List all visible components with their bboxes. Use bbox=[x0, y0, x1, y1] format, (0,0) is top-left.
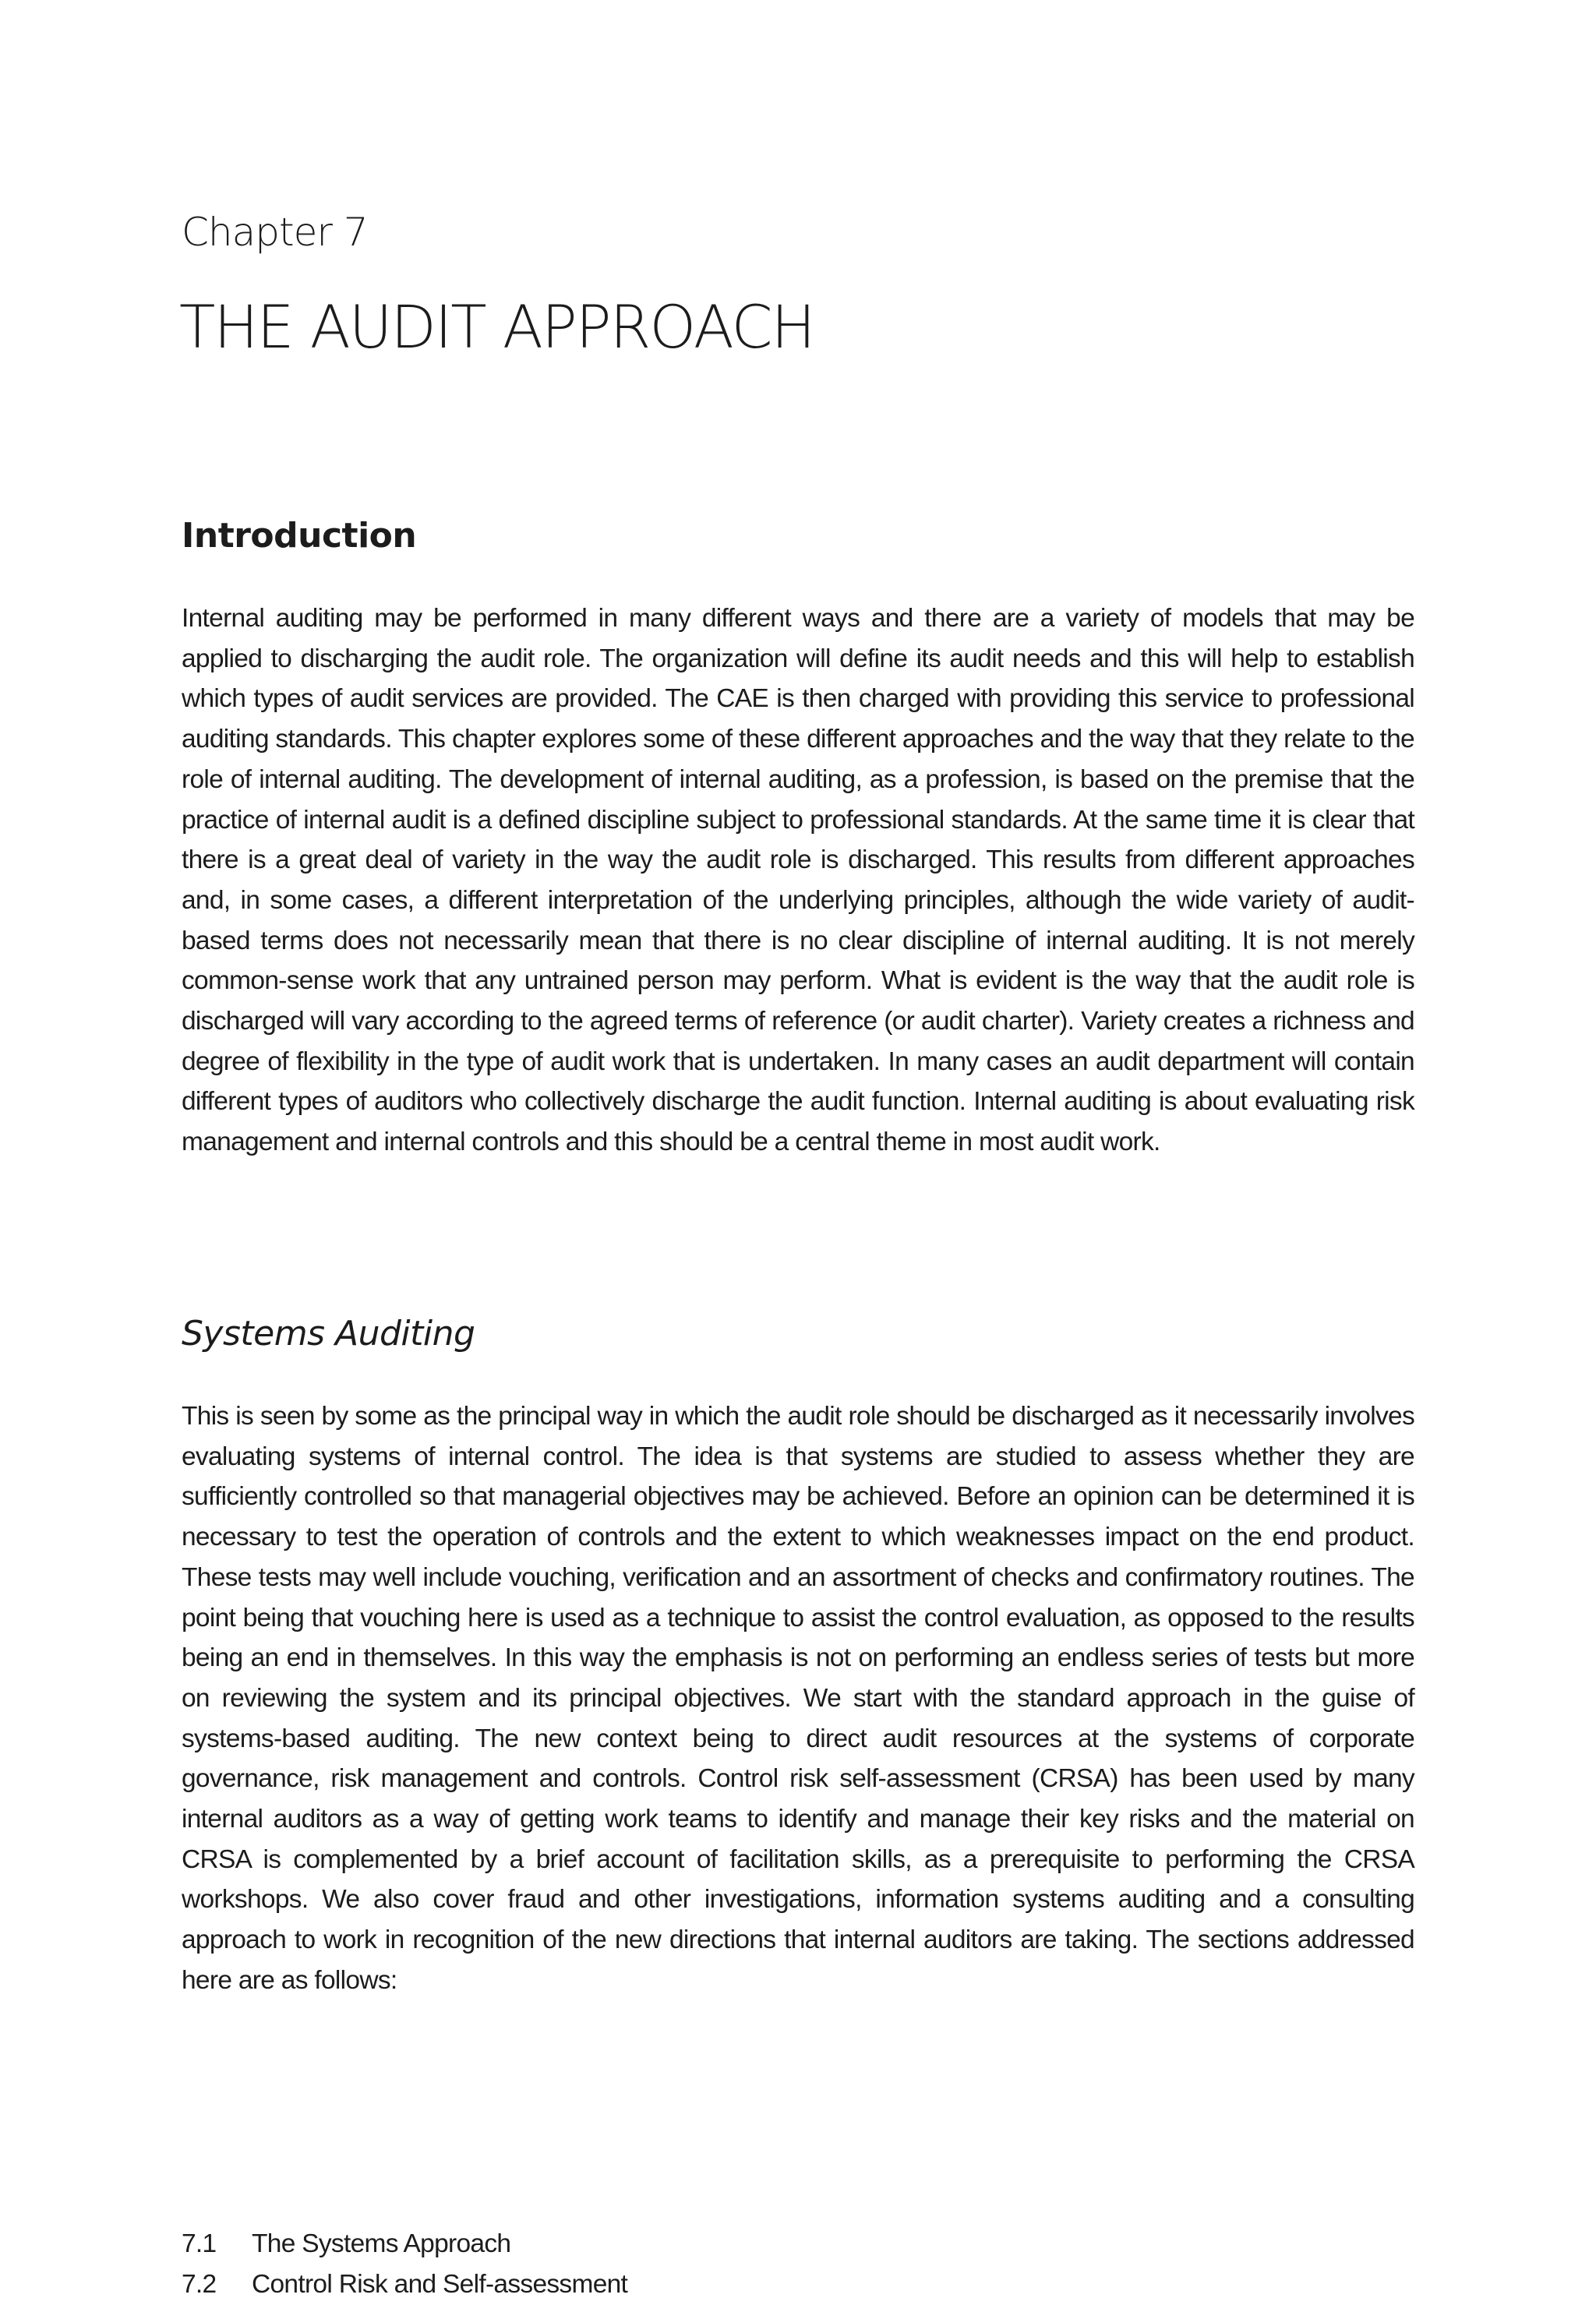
section-list-item bbox=[182, 2264, 627, 2305]
chapter-title: THE AUDIT APPROACH bbox=[179, 292, 814, 362]
section-title: The Systems Approach bbox=[252, 2229, 511, 2258]
section-list-item bbox=[182, 2224, 627, 2264]
systems-auditing-paragraph: This is seen by some as the principal way in which the audit role should be discharged as it necessarily involves evaluating systems of internal control. The idea is that systems are studied to assess whether they are sufficiently controlled so that managerial objectives may be achieved. Before an opinion can be determined it is necessary to test the operation of controls and the extent to which weaknesses impact on the end product. These tests may well include vouching, verification and an assortment of checks and confirmatory routines. The point being that vouching here is used as a technique to assist the control evaluation, as opposed to the results being an end in themselves. In this way the emphasis is not on performing an endless series of tests but more on reviewing the system and its principal objectives. We start with the standard approach in the guise of systems-based auditing. The new context being to direct audit resources at the systems of corporate governance, risk management and controls. Control risk self-assessment (CRSA) has been used by many internal auditors as a way of getting work teams to identify and manage their key risks and the material on CRSA is complemented by a brief account of facilitation skills, as a prerequisite to performing the CRSA workshops. We also cover fraud and other investigations, information systems auditing and a consulting approach to work in recognition of the new directions that internal auditors are taking. The sections addressed here are as follows: bbox=[182, 1402, 1414, 1995]
chapter-label: Chapter 7 bbox=[182, 210, 368, 255]
section-title: Control Risk and Self-assessment bbox=[252, 2270, 628, 2299]
section-number: 7.2 bbox=[182, 2270, 217, 2299]
section-number: 7.1 bbox=[182, 2229, 217, 2258]
section-list bbox=[182, 2224, 627, 2305]
systems-auditing-heading: Systems Auditing bbox=[182, 1314, 475, 1354]
introduction-heading: Introduction bbox=[182, 516, 417, 556]
introduction-paragraph: Internal auditing may be performed in many different ways and there are a variety of models that may be applied to discharging the audit role. The organization will define its audit needs and this will help to establish which types of audit services are provided. The CAE is then charged with providing this service to professional auditing standards. This chapter explores some of these different approaches and the way that they relate to the role of internal auditing. The development of internal auditing, as a profession, is based on the premise that the practice of internal audit is a defined discipline subject to professional standards. At the same time it is clear that there is a great deal of variety in the way the audit role is discharged. This results from different approaches and, in some cases, a different interpretation of the underlying principles, although the wide variety of audit-based terms does not necessarily mean that there is no clear discipline of internal auditing. It is not merely common-sense work that any untrained person may perform. What is evident is the way that the audit role is discharged will vary according to the agreed terms of reference (or audit charter). Variety creates a richness and degree of flexibility in the type of audit work that is undertaken. In many cases an audit department will contain different types of auditors who collectively discharge the audit function. Internal auditing is about evaluating risk management and internal controls and this should be a central theme in most audit work. bbox=[182, 604, 1414, 1157]
